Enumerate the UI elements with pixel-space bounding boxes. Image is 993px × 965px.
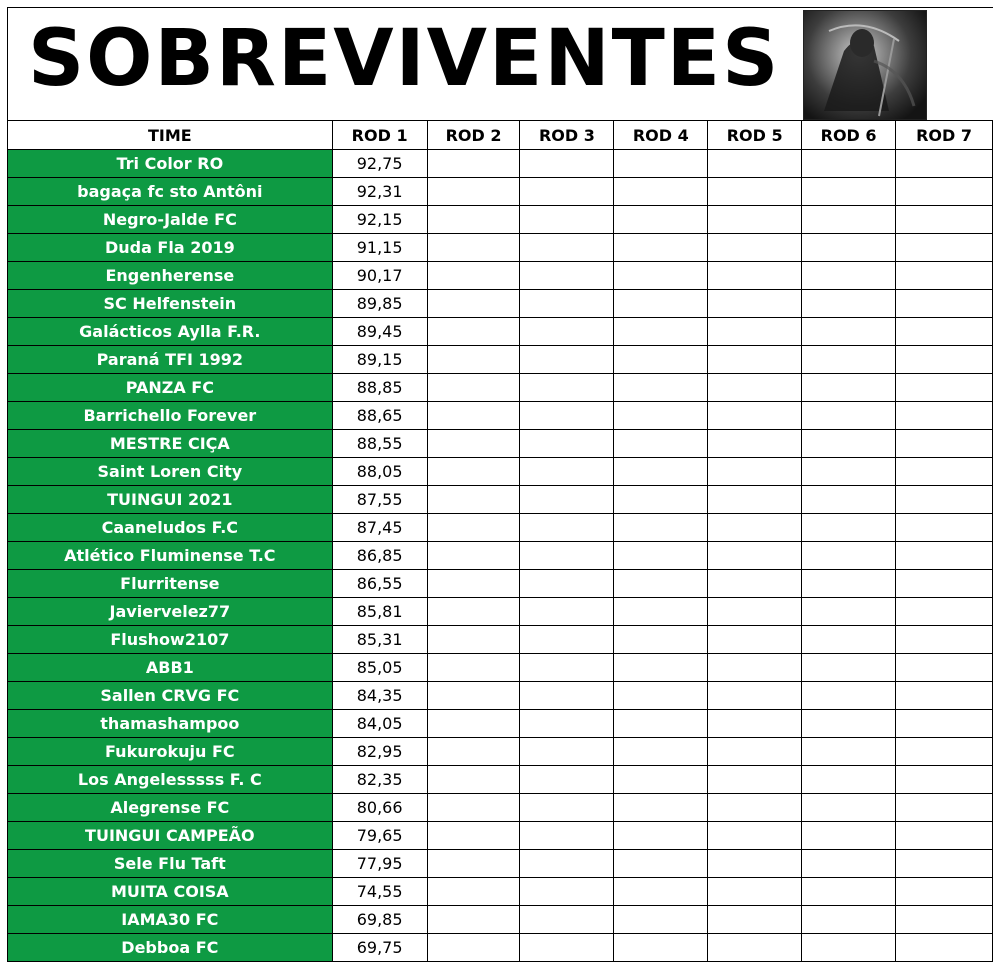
rod7-score-cell[interactable] bbox=[896, 710, 993, 738]
team-name-cell[interactable]: Duda Fla 2019 bbox=[8, 234, 333, 262]
rod4-score-cell[interactable] bbox=[614, 262, 708, 290]
table-row bbox=[8, 234, 993, 262]
rod3-score-cell[interactable] bbox=[520, 514, 614, 542]
rod5-score-cell[interactable] bbox=[708, 290, 802, 318]
table-row bbox=[8, 542, 993, 570]
rod5-score-cell[interactable] bbox=[708, 766, 802, 794]
rod6-score-cell[interactable] bbox=[802, 318, 896, 346]
table-row bbox=[8, 682, 993, 710]
rod7-score-cell[interactable] bbox=[896, 178, 993, 206]
rod6-score-cell[interactable] bbox=[802, 738, 896, 766]
rod4-score-cell[interactable] bbox=[614, 626, 708, 654]
rod7-score-cell[interactable] bbox=[896, 794, 993, 822]
rod5-score-cell[interactable] bbox=[708, 430, 802, 458]
rod7-score-cell[interactable] bbox=[896, 906, 993, 934]
rod6-score-cell[interactable] bbox=[802, 794, 896, 822]
rod7-score-cell[interactable] bbox=[896, 598, 993, 626]
rod5-score-cell[interactable] bbox=[708, 934, 802, 962]
rod2-score-cell[interactable] bbox=[427, 290, 520, 318]
rod2-score-cell[interactable] bbox=[427, 934, 520, 962]
team-name-cell[interactable]: SC Helfenstein bbox=[8, 290, 333, 318]
rod2-score-cell[interactable] bbox=[427, 262, 520, 290]
rod1-score-cell[interactable]: 85,81 bbox=[332, 598, 427, 626]
rod2-score-cell[interactable] bbox=[427, 150, 520, 178]
rod5-score-cell[interactable] bbox=[708, 710, 802, 738]
rod1-score-cell[interactable]: 88,55 bbox=[332, 430, 427, 458]
table-row bbox=[8, 178, 993, 206]
rod1-score-cell[interactable]: 87,45 bbox=[332, 514, 427, 542]
rod4-score-cell[interactable] bbox=[614, 430, 708, 458]
table-row bbox=[8, 458, 993, 486]
rod1-score-cell[interactable]: 89,85 bbox=[332, 290, 427, 318]
rod1-score-cell[interactable]: 82,95 bbox=[332, 738, 427, 766]
rod4-score-cell[interactable] bbox=[614, 850, 708, 878]
rod6-score-cell[interactable] bbox=[802, 178, 896, 206]
team-name-cell[interactable]: Flushow2107 bbox=[8, 626, 333, 654]
rod1-score-cell[interactable]: 77,95 bbox=[332, 850, 427, 878]
table-row bbox=[8, 598, 993, 626]
standings-table bbox=[7, 120, 993, 962]
rod4-score-cell[interactable] bbox=[614, 710, 708, 738]
rod3-score-cell[interactable] bbox=[520, 178, 614, 206]
rod4-score-cell[interactable] bbox=[614, 682, 708, 710]
rod3-score-cell[interactable] bbox=[520, 766, 614, 794]
rod4-score-cell[interactable] bbox=[614, 906, 708, 934]
rod6-score-cell[interactable] bbox=[802, 262, 896, 290]
rod7-score-cell[interactable] bbox=[896, 290, 993, 318]
team-name-cell[interactable]: TUINGUI CAMPEÃO bbox=[8, 822, 333, 850]
rod3-score-cell[interactable] bbox=[520, 318, 614, 346]
rod7-score-cell[interactable] bbox=[896, 430, 993, 458]
rod1-score-cell[interactable]: 90,17 bbox=[332, 262, 427, 290]
rod4-score-cell[interactable] bbox=[614, 150, 708, 178]
rod3-score-cell[interactable] bbox=[520, 570, 614, 598]
rod2-score-cell[interactable] bbox=[427, 206, 520, 234]
team-name-cell[interactable]: Barrichello Forever bbox=[8, 402, 333, 430]
rod4-score-cell[interactable] bbox=[614, 570, 708, 598]
team-name-cell[interactable]: Engenherense bbox=[8, 262, 333, 290]
table-row bbox=[8, 374, 993, 402]
rod2-score-cell[interactable] bbox=[427, 178, 520, 206]
rod1-score-cell[interactable]: 85,31 bbox=[332, 626, 427, 654]
table-row bbox=[8, 794, 993, 822]
table-row bbox=[8, 150, 993, 178]
rod3-score-cell[interactable] bbox=[520, 878, 614, 906]
rod1-score-cell[interactable]: 87,55 bbox=[332, 486, 427, 514]
team-name-cell[interactable]: PANZA FC bbox=[8, 374, 333, 402]
team-name-cell[interactable]: Debboa FC bbox=[8, 934, 333, 962]
rod6-score-cell[interactable] bbox=[802, 514, 896, 542]
rod2-score-cell[interactable] bbox=[427, 598, 520, 626]
col-header-rod7[interactable]: ROD 7 bbox=[896, 121, 993, 150]
rod3-score-cell[interactable] bbox=[520, 626, 614, 654]
rod6-score-cell[interactable] bbox=[802, 346, 896, 374]
rod3-score-cell[interactable] bbox=[520, 206, 614, 234]
rod6-score-cell[interactable] bbox=[802, 542, 896, 570]
table-row bbox=[8, 402, 993, 430]
rod2-score-cell[interactable] bbox=[427, 346, 520, 374]
rod3-score-cell[interactable] bbox=[520, 682, 614, 710]
rod2-score-cell[interactable] bbox=[427, 458, 520, 486]
table-row bbox=[8, 906, 993, 934]
rod2-score-cell[interactable] bbox=[427, 906, 520, 934]
rod3-score-cell[interactable] bbox=[520, 710, 614, 738]
rod3-score-cell[interactable] bbox=[520, 542, 614, 570]
rod2-score-cell[interactable] bbox=[427, 878, 520, 906]
rod1-score-cell[interactable]: 86,85 bbox=[332, 542, 427, 570]
rod6-score-cell[interactable] bbox=[802, 682, 896, 710]
rod5-score-cell[interactable] bbox=[708, 514, 802, 542]
rod5-score-cell[interactable] bbox=[708, 906, 802, 934]
rod7-score-cell[interactable] bbox=[896, 374, 993, 402]
rod7-score-cell[interactable] bbox=[896, 234, 993, 262]
rod6-score-cell[interactable] bbox=[802, 374, 896, 402]
rod5-score-cell[interactable] bbox=[708, 850, 802, 878]
team-name-cell[interactable]: IAMA30 FC bbox=[8, 906, 333, 934]
col-header-rod3[interactable]: ROD 3 bbox=[520, 121, 614, 150]
rod6-score-cell[interactable] bbox=[802, 710, 896, 738]
rod6-score-cell[interactable] bbox=[802, 234, 896, 262]
rod7-score-cell[interactable] bbox=[896, 738, 993, 766]
rod7-score-cell[interactable] bbox=[896, 626, 993, 654]
rod5-score-cell[interactable] bbox=[708, 654, 802, 682]
rod6-score-cell[interactable] bbox=[802, 878, 896, 906]
rod4-score-cell[interactable] bbox=[614, 542, 708, 570]
table-row bbox=[8, 850, 993, 878]
rod2-score-cell[interactable] bbox=[427, 710, 520, 738]
rod7-score-cell[interactable] bbox=[896, 682, 993, 710]
rod6-score-cell[interactable] bbox=[802, 850, 896, 878]
rod5-score-cell[interactable] bbox=[708, 542, 802, 570]
rod7-score-cell[interactable] bbox=[896, 570, 993, 598]
table-row bbox=[8, 290, 993, 318]
table-row bbox=[8, 262, 993, 290]
rod2-score-cell[interactable] bbox=[427, 234, 520, 262]
team-name-cell[interactable]: ABB1 bbox=[8, 654, 333, 682]
rod2-score-cell[interactable] bbox=[427, 794, 520, 822]
rod1-score-cell[interactable]: 92,75 bbox=[332, 150, 427, 178]
rod1-score-cell[interactable]: 89,45 bbox=[332, 318, 427, 346]
rod6-score-cell[interactable] bbox=[802, 654, 896, 682]
table-row bbox=[8, 318, 993, 346]
rod6-score-cell[interactable] bbox=[802, 206, 896, 234]
rod2-score-cell[interactable] bbox=[427, 486, 520, 514]
rod6-score-cell[interactable] bbox=[802, 906, 896, 934]
rod3-score-cell[interactable] bbox=[520, 654, 614, 682]
rod4-score-cell[interactable] bbox=[614, 346, 708, 374]
table-row bbox=[8, 514, 993, 542]
rod5-score-cell[interactable] bbox=[708, 178, 802, 206]
table-row bbox=[8, 626, 993, 654]
team-name-cell[interactable]: Tri Color RO bbox=[8, 150, 333, 178]
rod5-score-cell[interactable] bbox=[708, 458, 802, 486]
rod2-score-cell[interactable] bbox=[427, 738, 520, 766]
team-name-cell[interactable]: MUITA COISA bbox=[8, 878, 333, 906]
rod7-score-cell[interactable] bbox=[896, 766, 993, 794]
rod5-score-cell[interactable] bbox=[708, 150, 802, 178]
rod1-score-cell[interactable]: 84,05 bbox=[332, 710, 427, 738]
rod6-score-cell[interactable] bbox=[802, 766, 896, 794]
rod7-score-cell[interactable] bbox=[896, 654, 993, 682]
rod6-score-cell[interactable] bbox=[802, 570, 896, 598]
table-row bbox=[8, 766, 993, 794]
table-row bbox=[8, 654, 993, 682]
rod7-score-cell[interactable] bbox=[896, 150, 993, 178]
rod2-score-cell[interactable] bbox=[427, 514, 520, 542]
rod7-score-cell[interactable] bbox=[896, 514, 993, 542]
table-row bbox=[8, 570, 993, 598]
rod6-score-cell[interactable] bbox=[802, 822, 896, 850]
rod5-score-cell[interactable] bbox=[708, 374, 802, 402]
rod4-score-cell[interactable] bbox=[614, 822, 708, 850]
rod4-score-cell[interactable] bbox=[614, 402, 708, 430]
rod2-score-cell[interactable] bbox=[427, 682, 520, 710]
table-row bbox=[8, 430, 993, 458]
rod6-score-cell[interactable] bbox=[802, 290, 896, 318]
rod7-score-cell[interactable] bbox=[896, 262, 993, 290]
rod4-score-cell[interactable] bbox=[614, 458, 708, 486]
rod7-score-cell[interactable] bbox=[896, 346, 993, 374]
rod5-score-cell[interactable] bbox=[708, 486, 802, 514]
rod2-score-cell[interactable] bbox=[427, 626, 520, 654]
rod1-score-cell[interactable]: 69,85 bbox=[332, 906, 427, 934]
rod1-score-cell[interactable]: 92,31 bbox=[332, 178, 427, 206]
rod3-score-cell[interactable] bbox=[520, 486, 614, 514]
rod6-score-cell[interactable] bbox=[802, 402, 896, 430]
col-header-rod1[interactable]: ROD 1 bbox=[332, 121, 427, 150]
table-row bbox=[8, 878, 993, 906]
team-name-cell[interactable]: Caaneludos F.C bbox=[8, 514, 333, 542]
rod4-score-cell[interactable] bbox=[614, 374, 708, 402]
team-name-cell[interactable]: thamashampoo bbox=[8, 710, 333, 738]
rod7-score-cell[interactable] bbox=[896, 486, 993, 514]
rod1-score-cell[interactable]: 88,85 bbox=[332, 374, 427, 402]
rod4-score-cell[interactable] bbox=[614, 178, 708, 206]
rod5-score-cell[interactable] bbox=[708, 402, 802, 430]
rod6-score-cell[interactable] bbox=[802, 598, 896, 626]
rod3-score-cell[interactable] bbox=[520, 458, 614, 486]
rod1-score-cell[interactable]: 88,65 bbox=[332, 402, 427, 430]
rod7-score-cell[interactable] bbox=[896, 878, 993, 906]
rod3-score-cell[interactable] bbox=[520, 794, 614, 822]
header-row bbox=[8, 121, 993, 150]
rod4-score-cell[interactable] bbox=[614, 794, 708, 822]
team-name-cell[interactable]: Los Angelesssss F. C bbox=[8, 766, 333, 794]
rod6-score-cell[interactable] bbox=[802, 626, 896, 654]
rod7-score-cell[interactable] bbox=[896, 934, 993, 962]
rod1-score-cell[interactable]: 88,05 bbox=[332, 458, 427, 486]
rod1-score-cell[interactable]: 74,55 bbox=[332, 878, 427, 906]
rod2-score-cell[interactable] bbox=[427, 766, 520, 794]
rod7-score-cell[interactable] bbox=[896, 542, 993, 570]
team-name-cell[interactable]: Paraná TFI 1992 bbox=[8, 346, 333, 374]
rod3-score-cell[interactable] bbox=[520, 234, 614, 262]
rod1-score-cell[interactable]: 85,05 bbox=[332, 654, 427, 682]
rod1-score-cell[interactable]: 92,15 bbox=[332, 206, 427, 234]
col-header-rod2[interactable]: ROD 2 bbox=[427, 121, 520, 150]
rod4-score-cell[interactable] bbox=[614, 290, 708, 318]
rod1-score-cell[interactable]: 82,35 bbox=[332, 766, 427, 794]
rod1-score-cell[interactable]: 80,66 bbox=[332, 794, 427, 822]
table-row bbox=[8, 934, 993, 962]
rod7-score-cell[interactable] bbox=[896, 402, 993, 430]
rod5-score-cell[interactable] bbox=[708, 346, 802, 374]
rod4-score-cell[interactable] bbox=[614, 598, 708, 626]
team-name-cell[interactable]: Alegrense FC bbox=[8, 794, 333, 822]
team-name-cell[interactable]: Negro-Jalde FC bbox=[8, 206, 333, 234]
col-header-rod6[interactable]: ROD 6 bbox=[802, 121, 896, 150]
rod5-score-cell[interactable] bbox=[708, 682, 802, 710]
rod1-score-cell[interactable]: 79,65 bbox=[332, 822, 427, 850]
rod2-score-cell[interactable] bbox=[427, 318, 520, 346]
rod7-score-cell[interactable] bbox=[896, 822, 993, 850]
rod5-score-cell[interactable] bbox=[708, 206, 802, 234]
table-row bbox=[8, 486, 993, 514]
rod1-score-cell[interactable]: 69,75 bbox=[332, 934, 427, 962]
rod3-score-cell[interactable] bbox=[520, 150, 614, 178]
rod4-score-cell[interactable] bbox=[614, 878, 708, 906]
grim-reaper-icon bbox=[804, 11, 926, 119]
rod6-score-cell[interactable] bbox=[802, 486, 896, 514]
team-name-cell[interactable]: Flurritense bbox=[8, 570, 333, 598]
rod4-score-cell[interactable] bbox=[614, 486, 708, 514]
rod3-score-cell[interactable] bbox=[520, 346, 614, 374]
table-row bbox=[8, 710, 993, 738]
team-name-cell[interactable]: bagaça fc sto Antôni bbox=[8, 178, 333, 206]
table-row bbox=[8, 738, 993, 766]
team-name-cell[interactable]: Sele Flu Taft bbox=[8, 850, 333, 878]
rod3-score-cell[interactable] bbox=[520, 374, 614, 402]
grim-reaper-image[interactable] bbox=[803, 10, 927, 120]
team-name-cell[interactable]: Sallen CRVG FC bbox=[8, 682, 333, 710]
col-header-rod4[interactable]: ROD 4 bbox=[614, 121, 708, 150]
rod5-score-cell[interactable] bbox=[708, 878, 802, 906]
team-name-cell[interactable]: Fukurokuju FC bbox=[8, 738, 333, 766]
rod7-score-cell[interactable] bbox=[896, 318, 993, 346]
team-name-cell[interactable]: Javiervelez77 bbox=[8, 598, 333, 626]
rod6-score-cell[interactable] bbox=[802, 458, 896, 486]
rod4-score-cell[interactable] bbox=[614, 654, 708, 682]
rod4-score-cell[interactable] bbox=[614, 934, 708, 962]
rod1-score-cell[interactable]: 91,15 bbox=[332, 234, 427, 262]
rod2-score-cell[interactable] bbox=[427, 402, 520, 430]
rod2-score-cell[interactable] bbox=[427, 570, 520, 598]
rod5-score-cell[interactable] bbox=[708, 794, 802, 822]
page-title: SOBREVIVENTES bbox=[28, 14, 781, 104]
rod3-score-cell[interactable] bbox=[520, 598, 614, 626]
col-header-time[interactable]: TIME bbox=[8, 121, 333, 150]
rod2-score-cell[interactable] bbox=[427, 430, 520, 458]
rod5-score-cell[interactable] bbox=[708, 626, 802, 654]
rod3-score-cell[interactable] bbox=[520, 738, 614, 766]
team-name-cell[interactable]: Galácticos Aylla F.R. bbox=[8, 318, 333, 346]
rod2-score-cell[interactable] bbox=[427, 542, 520, 570]
rod3-score-cell[interactable] bbox=[520, 430, 614, 458]
rod2-score-cell[interactable] bbox=[427, 374, 520, 402]
rod5-score-cell[interactable] bbox=[708, 234, 802, 262]
rod4-score-cell[interactable] bbox=[614, 766, 708, 794]
rod5-score-cell[interactable] bbox=[708, 598, 802, 626]
rod4-score-cell[interactable] bbox=[614, 234, 708, 262]
rod5-score-cell[interactable] bbox=[708, 570, 802, 598]
table-row bbox=[8, 346, 993, 374]
title-banner bbox=[7, 7, 993, 121]
rod6-score-cell[interactable] bbox=[802, 934, 896, 962]
rod6-score-cell[interactable] bbox=[802, 150, 896, 178]
table-row bbox=[8, 206, 993, 234]
rod1-score-cell[interactable]: 89,15 bbox=[332, 346, 427, 374]
rod3-score-cell[interactable] bbox=[520, 402, 614, 430]
team-name-cell[interactable]: MESTRE CIÇA bbox=[8, 430, 333, 458]
rod4-score-cell[interactable] bbox=[614, 738, 708, 766]
rod6-score-cell[interactable] bbox=[802, 430, 896, 458]
table-row bbox=[8, 822, 993, 850]
team-name-cell[interactable]: Atlético Fluminense T.C bbox=[8, 542, 333, 570]
col-header-rod5[interactable]: ROD 5 bbox=[708, 121, 802, 150]
rod7-score-cell[interactable] bbox=[896, 206, 993, 234]
rod2-score-cell[interactable] bbox=[427, 654, 520, 682]
rod5-score-cell[interactable] bbox=[708, 738, 802, 766]
rod4-score-cell[interactable] bbox=[614, 514, 708, 542]
rod3-score-cell[interactable] bbox=[520, 934, 614, 962]
rod2-score-cell[interactable] bbox=[427, 822, 520, 850]
rod4-score-cell[interactable] bbox=[614, 206, 708, 234]
rod5-score-cell[interactable] bbox=[708, 318, 802, 346]
rod2-score-cell[interactable] bbox=[427, 850, 520, 878]
rod3-score-cell[interactable] bbox=[520, 262, 614, 290]
team-name-cell[interactable]: TUINGUI 2021 bbox=[8, 486, 333, 514]
rod5-score-cell[interactable] bbox=[708, 262, 802, 290]
rod1-score-cell[interactable]: 86,55 bbox=[332, 570, 427, 598]
team-name-cell[interactable]: Saint Loren City bbox=[8, 458, 333, 486]
rod3-score-cell[interactable] bbox=[520, 850, 614, 878]
rod3-score-cell[interactable] bbox=[520, 290, 614, 318]
rod3-score-cell[interactable] bbox=[520, 906, 614, 934]
rod7-score-cell[interactable] bbox=[896, 850, 993, 878]
rod7-score-cell[interactable] bbox=[896, 458, 993, 486]
rod5-score-cell[interactable] bbox=[708, 822, 802, 850]
rod1-score-cell[interactable]: 84,35 bbox=[332, 682, 427, 710]
rod3-score-cell[interactable] bbox=[520, 822, 614, 850]
rod4-score-cell[interactable] bbox=[614, 318, 708, 346]
